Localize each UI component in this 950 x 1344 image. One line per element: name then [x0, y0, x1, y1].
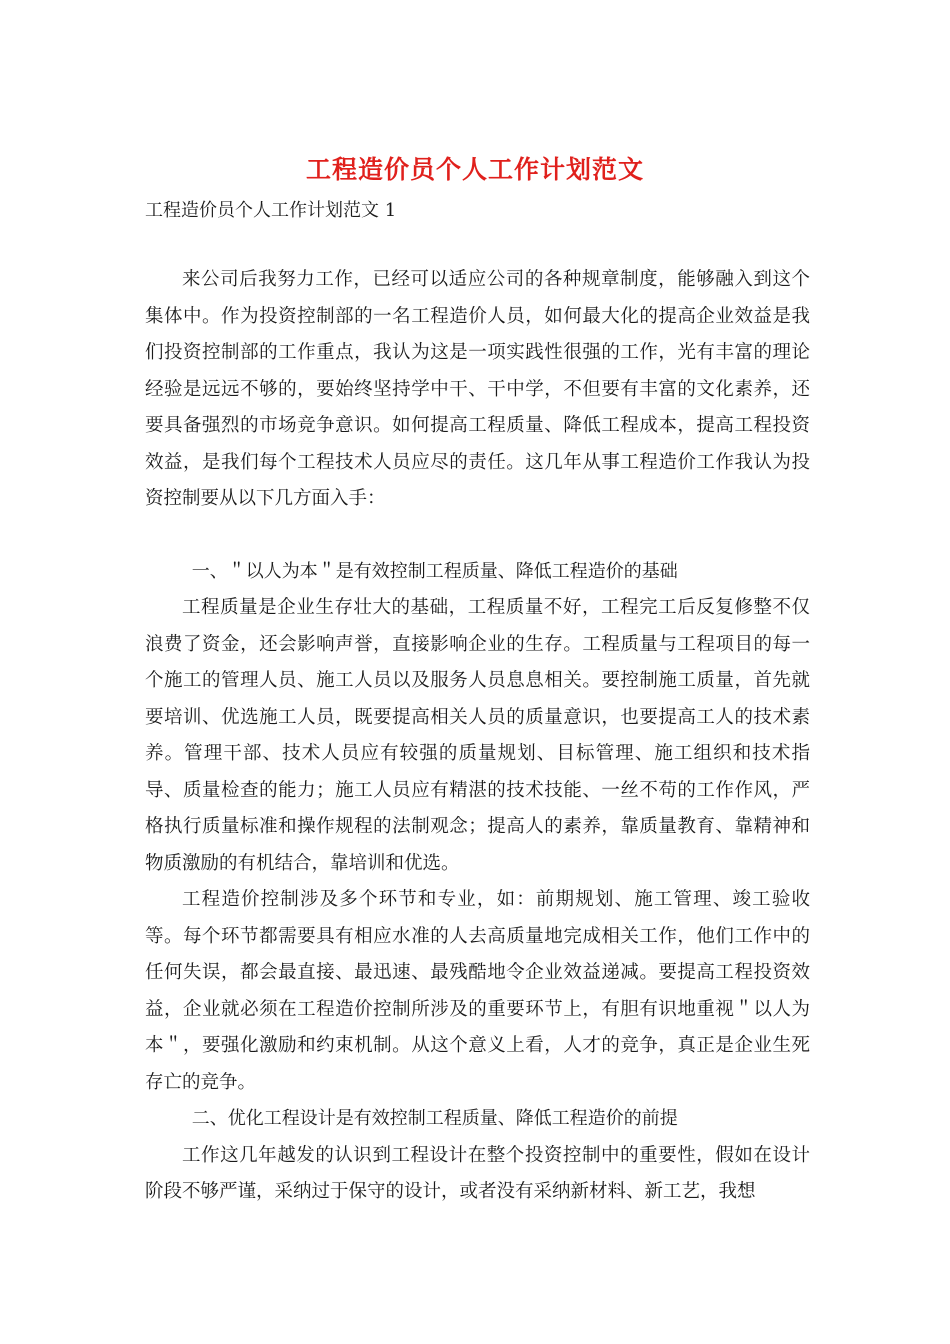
paragraph-quality: 工程质量是企业生存壮大的基础，工程质量不好，工程完工后反复修整不仅浪费了资金，还会影响声誉，直接影响企业的生存。工程质量与工程项目的每一个施工的管理人员、施工人员以及服务人员息息相关。要控制施工质量，首先就要培训、优选施工人员，既要提高相关人员的质量意识，也要提高工人的技术素养。管理干部、技术人员应有较强的质量规划、目标管理、施工组织和技术指导、质量检查的能力；施工人员应有精湛的技术技能、一丝不苟的工作作风，严格执行质量标准和操作规程的法制观念；提高人的素养，靠质量教育、靠精神和物质激励的有机结合，靠培训和优选。	[145, 597, 810, 874]
paragraph-gap	[145, 518, 810, 554]
paragraph-intro: 来公司后我努力工作，已经可以适应公司的各种规章制度，能够融入到这个集体中。作为投资控制部的一名工程造价人员，如何最大化的提高企业效益是我们投资控制部的工作重点，我认为这是一项实践性很强的工作，光有丰富的理论经验是远远不够的，要始终坚持学中干、干中学，不但要有丰富的文化素养，还要具备强烈的市场竞争意识。如何提高工程质量、降低工程成本，提高工程投资效益，是我们每个工程技术人员应尽的责任。这几年从事工程造价工作我认为投资控制要从以下几方面入手：	[145, 269, 810, 509]
section-heading-2: 二、优化工程设计是有效控制工程质量、降低工程造价的前提	[191, 1108, 678, 1129]
paragraph-design: 工作这几年越发的认识到工程设计在整个投资控制中的重要性，假如在设计阶段不够严谨，采纳过于保守的设计，或者没有采纳新材料、新工艺，我想	[145, 1144, 810, 1202]
section-heading-1: 一、＂以人为本＂是有效控制工程质量、降低工程造价的基础	[191, 560, 678, 582]
paragraph-cost-control: 工程造价控制涉及多个环节和专业，如：前期规划、施工管理、竣工验收等。每个环节都需要具有相应水准的人去高质量地完成相关工作，他们工作中的任何失误，都会最直接、最迅速、最残酷地令企业效益递减。要提高工程投资效益，企业就必须在工程造价控制所涉及的重要环节上，有胆有识地重视＂以人为本＂，要强化激励和约束机制。从这个意义上看，人才的竞争，真正是企业生死存亡的竞争。	[145, 889, 810, 1093]
document-subtitle: 工程造价员个人工作计划范文 1	[145, 200, 397, 221]
document-body	[145, 262, 810, 1211]
document-title: 工程造价员个人工作计划范文	[305, 155, 644, 184]
